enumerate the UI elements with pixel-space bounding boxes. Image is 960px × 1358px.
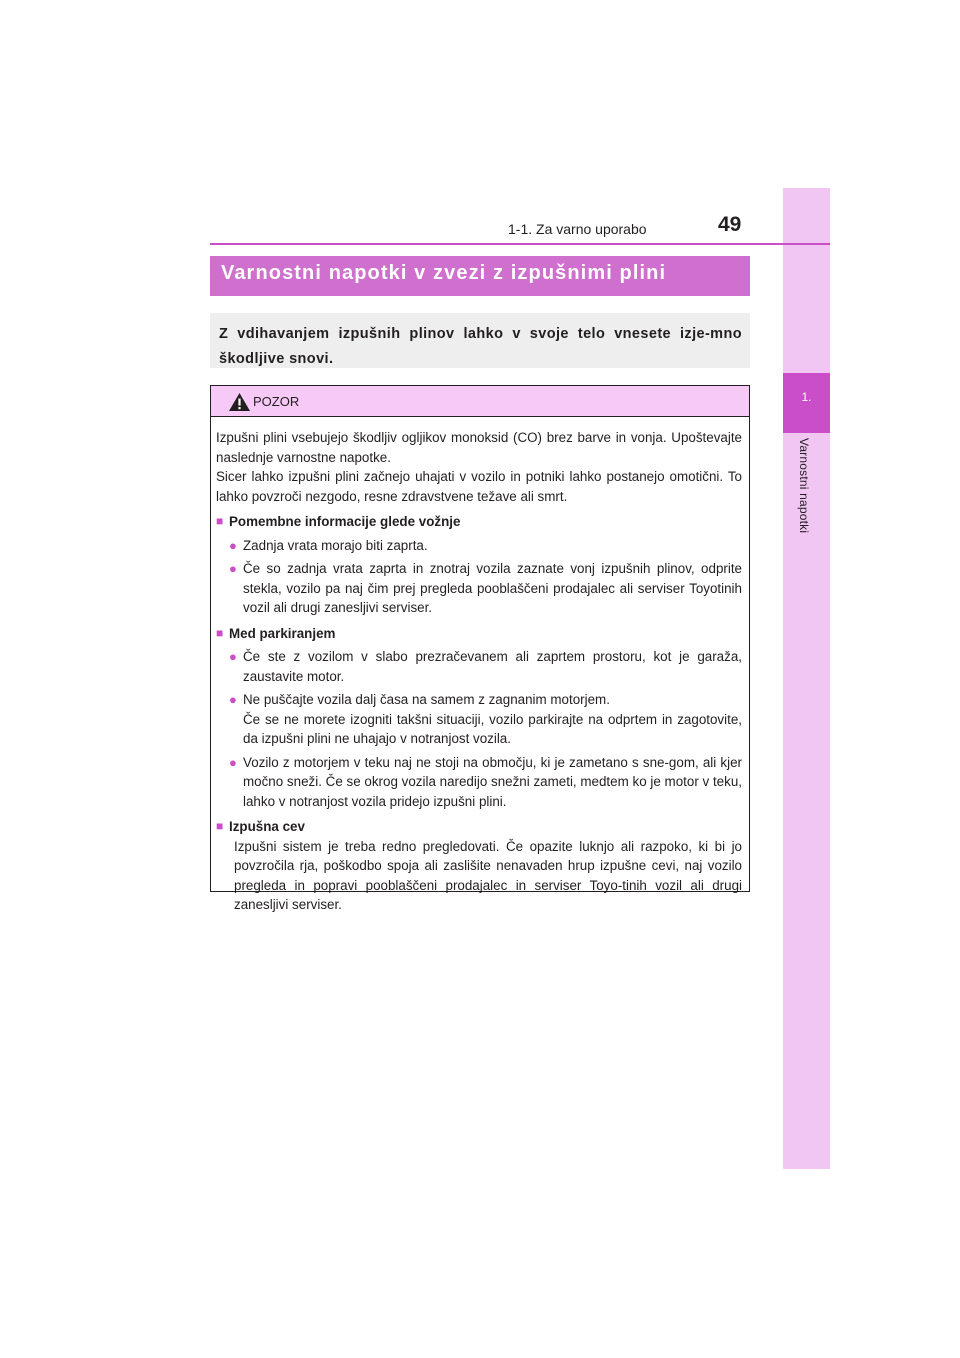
- warning-header: [211, 386, 749, 417]
- warning-triangle-icon: [228, 392, 251, 412]
- intro-box: Z vdihavanjem izpušnih plinov lahko v svoje telo vnesete izje-mno škodljive snovi.: [210, 313, 750, 368]
- list-item: [216, 753, 742, 812]
- circle-bullet-icon: ●: [229, 754, 237, 770]
- circle-bullet-icon: ●: [229, 537, 237, 553]
- warning-box: [210, 385, 750, 912]
- warning-intro-1: Izpušni plini vsebujejo škodljiv ogljikov monoksid (CO) brez barve in vonja. Upoštevajte naslednje varnostne napotke.: [216, 430, 742, 465]
- square-bullet-icon: ■: [216, 514, 224, 528]
- warning-body: [211, 417, 749, 915]
- page-title: Varnostni napotki v zvezi z izpušnimi plini: [221, 262, 667, 284]
- list-item: [216, 690, 742, 749]
- section-title: Izpušna cev: [229, 819, 305, 834]
- chapter-number: 1.: [801, 390, 812, 404]
- list-item-text: Vozilo z motorjem v teku naj ne stoji na območju, ki je zametano s sne-gom, ali kjer močno sneži. Če se okrog vozila naredijo snežni zameti, medtem ko je motor v teku, lahko v notranjost vozila pridejo izpušni plini.: [243, 754, 742, 809]
- title-bar: [210, 256, 750, 296]
- list-item-text: Če ste z vozilom v slabo prezračevanem ali zaprtem prostoru, kot je garaža, zaustavite motor.: [243, 649, 742, 684]
- section-heading: [216, 512, 742, 532]
- section-reference: 1-1. Za varno uporabo: [508, 221, 647, 237]
- list-item-text: Zadnja vrata morajo biti zaprta.: [243, 537, 428, 553]
- section-text: Izpušni sistem je treba redno pregledovati. Če opazite luknjo ali razpoko, ki bi jo povzročila rja, poškodbo spoja ali zaslišite nenavaden hrup izpušne cevi, naj vozilo pregleda in popravi pooblaščeni prodajalec in serviser Toyo-tinih vozil ali drugi zanesljivi serviser.: [234, 838, 742, 912]
- circle-bullet-icon: ●: [229, 692, 237, 707]
- header-divider: [210, 243, 830, 245]
- circle-bullet-icon: ●: [229, 649, 237, 664]
- circle-bullet-icon: ●: [229, 561, 237, 576]
- list-item: [216, 559, 742, 618]
- section-title: Pomembne informacije glede vožnje: [229, 514, 461, 529]
- square-bullet-icon: ■: [216, 819, 224, 833]
- section-title: Med parkiranjem: [229, 625, 336, 641]
- section-heading: [216, 817, 742, 837]
- list-item-line: Ne puščajte vozila dalj časa na samem z zagnanim motorjem.: [243, 692, 610, 707]
- section-heading: [216, 624, 742, 644]
- chapter-label: Varnostni napotki: [797, 438, 811, 534]
- warning-label: POZOR: [253, 394, 300, 409]
- square-bullet-icon: ■: [216, 625, 224, 640]
- list-item-text: [243, 690, 742, 749]
- list-item: [216, 536, 742, 556]
- list-item-text: Če so zadnja vrata zaprta in znotraj vozila zaznate vonj izpušnih plinov, odprite stekla, vozilo pa naj čim prej pregleda pooblaščeni prodajalec ali serviser Toyotinih vozil ali drugi zanesljivi serviser.: [243, 561, 742, 615]
- warning-intro-2: Sicer lahko izpušni plini začnejo uhajati v vozilo in potniki lahko postanejo omotični. To lahko povzroči nezgodo, resne zdravstvene težave ali smrt.: [216, 469, 742, 504]
- list-item: [216, 647, 742, 686]
- list-item-continuation: Če se ne morete izogniti takšni situaciji, vozilo parkirajte na odprtem in zagotovite, da izpušni plini ne uhajajo v notranjost vozila.: [243, 711, 742, 746]
- chapter-side-tab: [783, 188, 830, 1169]
- page-number: 49: [718, 213, 742, 236]
